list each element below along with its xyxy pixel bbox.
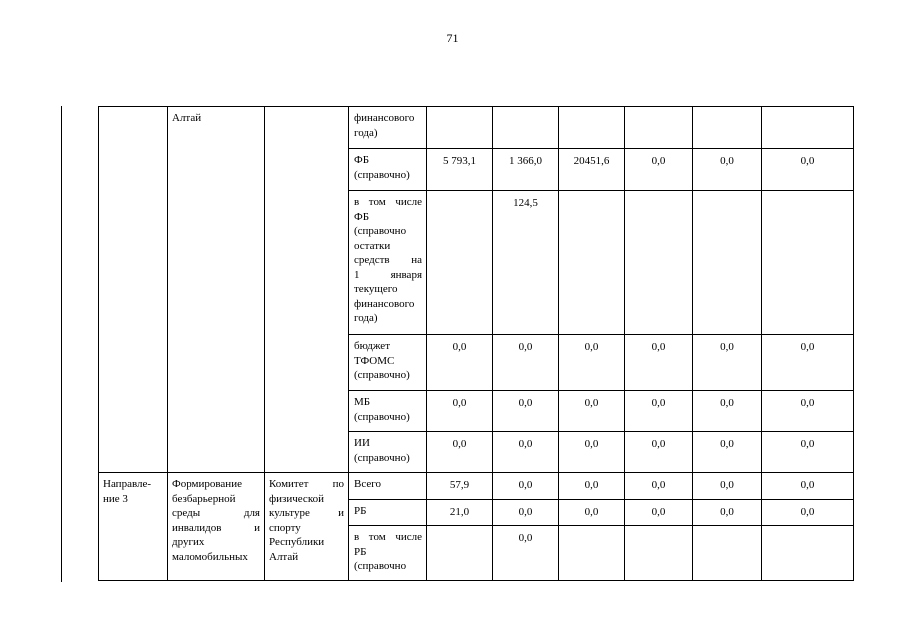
value-cell: 0,0: [762, 500, 854, 526]
value-cell: 0,0: [559, 335, 625, 391]
value-cell: 0,0: [762, 149, 854, 191]
value-cell: [625, 191, 693, 335]
value-cell: 0,0: [762, 335, 854, 391]
value-cell: 0,0: [693, 391, 762, 432]
value-cell: 0,0: [493, 473, 559, 500]
left-border-line: [61, 106, 62, 582]
funding-source-cell: бюджет ТФОМС (справочно): [349, 335, 427, 391]
value-cell: 0,0: [625, 432, 693, 473]
value-cell: 0,0: [625, 335, 693, 391]
value-cell: 0,0: [559, 500, 625, 526]
value-cell: 0,0: [693, 335, 762, 391]
value-cell: [762, 107, 854, 149]
value-cell: 0,0: [762, 391, 854, 432]
funding-source-cell: ИИ (справочно): [349, 432, 427, 473]
funding-source-cell: в том числе ФБ (справочно остатки средств на 1 января текущего финансового года): [349, 191, 427, 335]
direction-cell: Направле- ние 3: [99, 473, 168, 581]
funding-source-cell: Всего: [349, 473, 427, 500]
value-cell: 20451,6: [559, 149, 625, 191]
budget-table: [98, 106, 854, 581]
funding-source-cell: МБ (справочно): [349, 391, 427, 432]
value-cell: 0,0: [693, 149, 762, 191]
table-row: [99, 107, 854, 149]
program-name-cell: Формирование безбарьерной среды для инвалидов и других маломобильных: [168, 473, 265, 581]
funding-source-cell: финансового года): [349, 107, 427, 149]
value-cell: [493, 107, 559, 149]
value-cell: [625, 107, 693, 149]
program-name-text: Алтай: [172, 112, 202, 124]
value-cell: [693, 107, 762, 149]
value-cell: 0,0: [625, 500, 693, 526]
value-cell: 0,0: [493, 391, 559, 432]
value-cell: 0,0: [559, 432, 625, 473]
funding-source-cell: в том числе РБ (справочно: [349, 526, 427, 581]
value-cell: 0,0: [625, 473, 693, 500]
direction-cell: [99, 107, 168, 473]
value-cell: 0,0: [693, 500, 762, 526]
table-row: [99, 473, 854, 500]
value-cell: [693, 191, 762, 335]
value-cell: [427, 191, 493, 335]
value-cell: 0,0: [693, 432, 762, 473]
value-cell: [693, 526, 762, 581]
value-cell: 0,0: [559, 473, 625, 500]
value-cell: 0,0: [493, 500, 559, 526]
funding-source-cell: РБ: [349, 500, 427, 526]
executor-cell: [265, 107, 349, 473]
value-cell: [559, 107, 625, 149]
value-cell: 0,0: [427, 335, 493, 391]
program-name-cell: [168, 107, 265, 473]
value-cell: [427, 526, 493, 581]
value-cell: 124,5: [493, 191, 559, 335]
value-cell: 0,0: [493, 335, 559, 391]
funding-source-cell: ФБ (справочно): [349, 149, 427, 191]
value-cell: [762, 526, 854, 581]
value-cell: 0,0: [427, 432, 493, 473]
value-cell: 0,0: [493, 432, 559, 473]
value-cell: 0,0: [762, 473, 854, 500]
value-cell: 0,0: [559, 391, 625, 432]
value-cell: 0,0: [493, 526, 559, 581]
value-cell: [559, 526, 625, 581]
page-number: 71: [446, 31, 459, 45]
value-cell: 0,0: [427, 391, 493, 432]
value-cell: 0,0: [762, 432, 854, 473]
value-cell: [559, 191, 625, 335]
value-cell: 21,0: [427, 500, 493, 526]
value-cell: [625, 526, 693, 581]
value-cell: [427, 107, 493, 149]
value-cell: [762, 191, 854, 335]
value-cell: 5 793,1: [427, 149, 493, 191]
value-cell: 1 366,0: [493, 149, 559, 191]
value-cell: 57,9: [427, 473, 493, 500]
executor-cell: Комитет по физической культуре и спорту Республики Алтай: [265, 473, 349, 581]
value-cell: 0,0: [693, 473, 762, 500]
value-cell: 0,0: [625, 391, 693, 432]
value-cell: 0,0: [625, 149, 693, 191]
